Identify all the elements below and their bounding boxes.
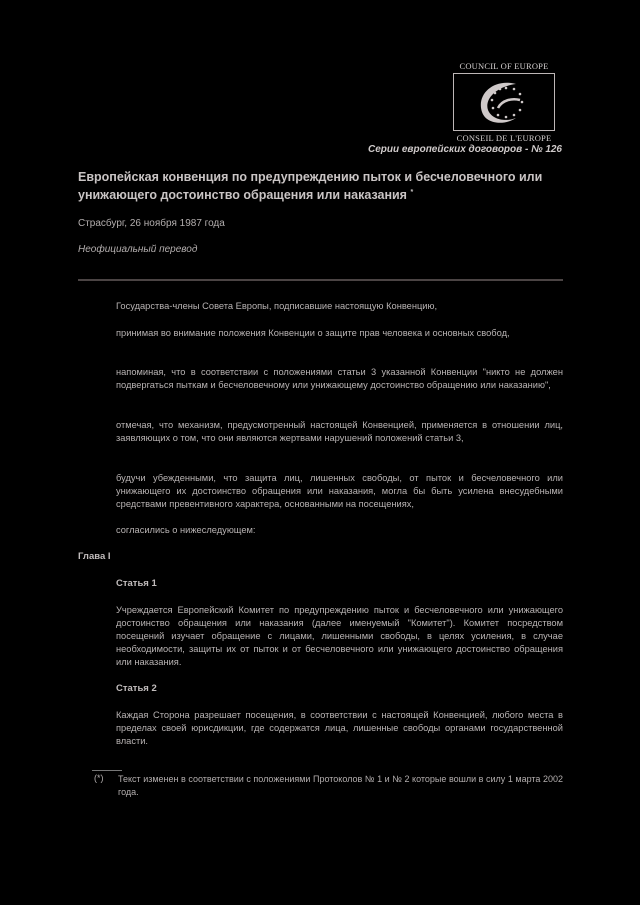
preamble-paragraph: Государства-члены Совета Европы, подписавшие настоящую Конвенцию, <box>116 301 438 311</box>
footnote-separator <box>92 770 122 771</box>
title-footnote-mark: * <box>410 189 414 196</box>
treaty-series-number: Серии европейских договоров - № 126 <box>367 144 562 155</box>
preamble-paragraph: напоминая, что в соответствии с положениями статьи 3 указанной Конвенции "никто не должен подвергаться пыткам и бесчеловечному или унижающему достоинство обращению или наказанию", <box>116 367 563 390</box>
article-text: Учреждается Европейский Комитет по предупреждению пыток и бесчеловечного или унижающего достоинство обращения или наказания (далее именуемый "Комитет"). Комитет посредством посещений изучает обращение с лицами, лишенными свободы, в целях усиления, в случае необходимости, защиты их от пыток и от бесчеловечного или унижающего достоинство обращения или наказания. <box>116 605 563 667</box>
preamble-paragraph: согласились о нижеследующем: <box>116 525 256 535</box>
logo-bottom-text: CONSEIL DE L'EUROPE <box>456 133 552 143</box>
article-heading: Статья 1 <box>116 578 157 589</box>
header-divider <box>78 279 563 281</box>
footnote-mark: (*) <box>94 773 104 783</box>
preamble-paragraph: будучи убежденными, что защита лиц, лишенных свободы, от пыток и бесчеловечного или унижающего их достоинство обращения или наказания, могла бы быть усилена внесудебными средствами превентивного характера, основанными на посещениях, <box>116 473 563 509</box>
article-text: Каждая Сторона разрешает посещения, в соответствии с настоящей Конвенцией, любого места в пределах своей юрисдикции, где содержатся лица, лишенные свободы органами государственной власти. <box>116 710 563 746</box>
chapter-heading: Глава I <box>78 551 111 562</box>
preamble-paragraph: принимая во внимание положения Конвенции о защите прав человека и основных свобод, <box>116 328 510 338</box>
preamble-paragraph: отмечая, что механизм, предусмотренный настоящей Конвенцией, применяется в отношении лиц, заявляющих о том, что они являются жертвами нарушений положений статьи 3, <box>116 420 563 443</box>
document-title <box>78 169 568 203</box>
council-of-europe-logo <box>452 61 556 143</box>
article-heading: Статья 2 <box>116 683 157 694</box>
translation-note: Неофициальный перевод <box>78 244 198 255</box>
logo-top-text: COUNCIL OF EUROPE <box>459 61 549 71</box>
footnote-text: Текст изменен в соответствии с положениями Протоколов № 1 и № 2 которые вошли в силу 1 марта 2002 года. <box>118 774 563 797</box>
title-text: Европейская конвенция по предупреждению пыток и бесчеловечного или унижающего достоинство обращения или наказания <box>78 170 543 203</box>
council-of-europe-emblem-icon <box>453 73 555 131</box>
place-date: Страсбург, 26 ноября 1987 года <box>78 218 225 229</box>
